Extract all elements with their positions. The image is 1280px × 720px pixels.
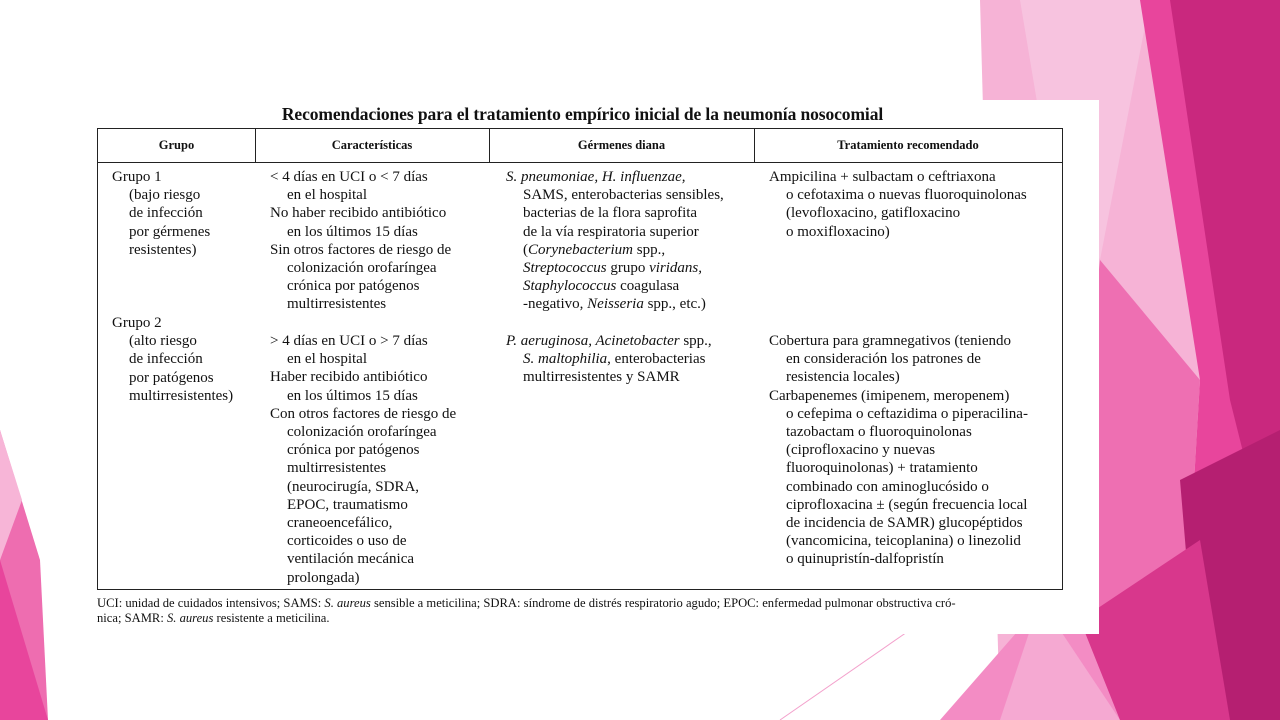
group1-treatment: Ampicilina + sulbactam o ceftriaxona o cefotaxima o nuevas fluoroquinolonas (levofloxacino, gatifloxacino o moxifloxacino) bbox=[769, 169, 1027, 240]
group2-germs: P. aeruginosa, Acinetobacter spp., S. maltophilia, enterobacterias multirresistentes y SAMR bbox=[506, 333, 712, 386]
group1-name: Grupo 1 (bajo riesgo de infección por gérmenes resistentes) bbox=[112, 169, 211, 258]
group1-germs: S. pneumoniae, H. influenzae, SAMS, enterobacterias sensibles, bacterias de la flora saprofita de la vía respiratoria superior (Corynebacterium spp., Streptococcus grupo viridans, Staphylococcus coagulasa -negativo, Neisseria spp., etc.) bbox=[506, 169, 724, 313]
table-title: Recomendaciones para el tratamiento empírico inicial de la neumonía nosocomial bbox=[281, 104, 884, 124]
group2-name: Grupo 2 (alto riesgo de infección por patógenos multirresistentes) bbox=[112, 315, 234, 404]
table-footnote: UCI: unidad de cuidados intensivos; SAMS: S. aureus sensible a meticilina; SDRA: síndrome de distrés respiratorio agudo; EPOC: enfermedad pulmonar obstructiva cró- nica; SAMR: S. aureus resistente a meticilina. bbox=[97, 596, 956, 625]
header-caracteristicas: Características bbox=[331, 138, 413, 152]
header-germenes: Gérmenes diana bbox=[577, 138, 666, 152]
header-grupo: Grupo bbox=[158, 138, 195, 152]
header-tratamiento: Tratamiento recomendado bbox=[837, 138, 979, 152]
group2-treatment: Cobertura para gramnegativos (teniendo en consideración los patrones de resistencia locales) Carbapenemes (imipenem, meropenem) o cefepima o ceftazidima o piperacilina- tazobactam o fluoroquinolonas (ciprofloxacino y nuevas fluoroquinolonas) + tratamiento combinado con aminoglucósido o ciprofloxacina ± (según frecuencia local de incidencia de SAMR) glucopéptidos (vancomicina, teicoplanina) o linezolid o quinupristín-dalfopristín bbox=[769, 333, 1028, 568]
group1-characteristics: < 4 días en UCI o < 7 días en el hospital No haber recibido antibiótico en los últimos 15 días Sin otros factores de riesgo de colonización orofaríngea crónica por patógenos multirresistentes bbox=[270, 169, 452, 313]
header-divider bbox=[98, 162, 1062, 163]
group2-characteristics: > 4 días en UCI o > 7 días en el hospital Haber recibido antibiótico en los últimos 15 días Con otros factores de riesgo de colonización orofaríngea crónica por patógenos multirresistentes (neurocirugía, SDRA, EPOC, traumatismo craneoencefálico, corticoides o uso de ventilación mecánica prolongada) bbox=[270, 333, 457, 586]
recommendations-table bbox=[97, 128, 1063, 590]
